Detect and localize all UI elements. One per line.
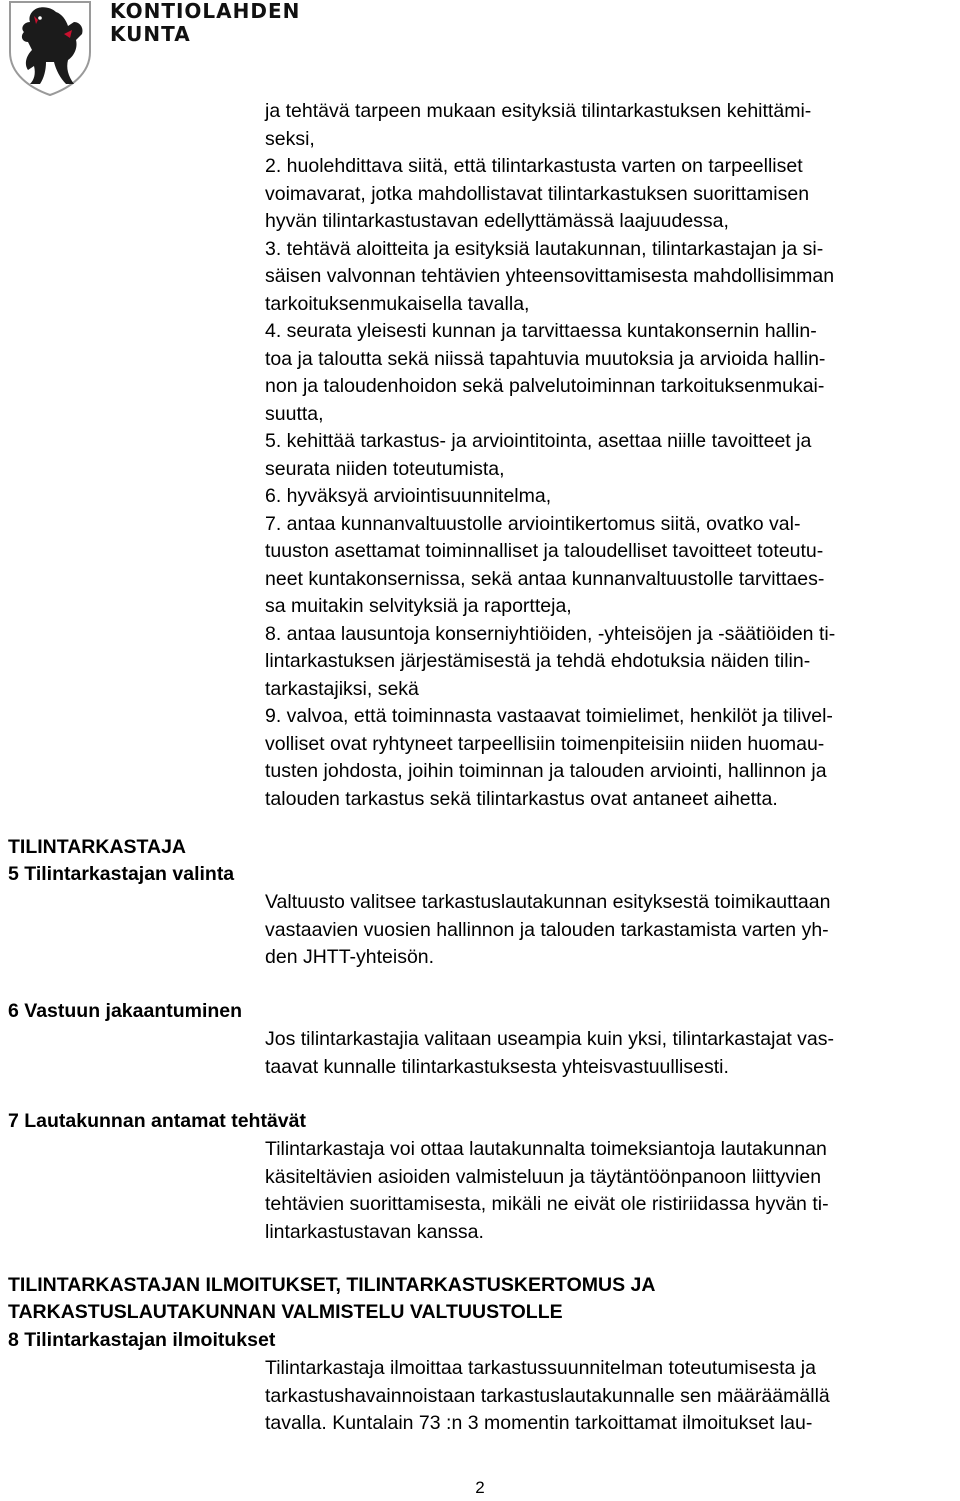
- list-line: 6. hyväksyä arviointisuunnitelma,: [265, 485, 552, 507]
- municipality-logo: [6, 0, 301, 100]
- body-line: tavalla. Kuntalain 73 :n 3 momentin tarkoittamat ilmoitukset lau-: [265, 1412, 813, 1434]
- section-7-heading: 7 Lautakunnan antamat tehtävät: [8, 1110, 306, 1132]
- list-line: säisen valvonnan tehtävien yhteensovittamisesta mahdollisimman: [265, 265, 835, 287]
- list-line: 2. huolehdittava siitä, että tilintarkastusta varten on tarpeelliset: [265, 155, 803, 177]
- list-line: 4. seurata yleisesti kunnan ja tarvittaessa kuntakonsernin hallin-: [265, 320, 817, 342]
- section-8-heading: 8 Tilintarkastajan ilmoitukset: [8, 1329, 276, 1351]
- list-line: tarkoituksenmukaisella tavalla,: [265, 292, 530, 315]
- logo-line-2: KUNTA: [110, 22, 191, 46]
- list-line: 7. antaa kunnanvaltuustolle arviointikertomus siitä, ovatko val-: [265, 512, 801, 535]
- list-line: suutta,: [265, 402, 324, 425]
- list-line: non ja taloudenhoidon sekä palvelutoiminnan tarkoituksenmukai-: [265, 375, 825, 397]
- coat-of-arms-icon: [6, 0, 94, 96]
- body-line: den JHTT-yhteisön.: [265, 946, 435, 968]
- list-line: ja tehtävä tarpeen mukaan esityksiä tilintarkastuksen kehittämi-: [265, 100, 812, 122]
- body-line: Valtuusto valitsee tarkastuslautakunnan esityksestä toimikauttaan: [265, 891, 831, 913]
- section-8-body: [265, 1355, 955, 1438]
- list-line: neet kuntakonsernissa, sekä antaa kunnanvaltuustolle tarvittaes-: [265, 567, 825, 590]
- list-line: hyvän tilintarkastustavan edellyttämässä laajuudessa,: [265, 210, 729, 232]
- body-line: lintarkastustavan kanssa.: [265, 1220, 484, 1243]
- body-line: tarkastushavainnoistaan tarkastuslautakunnalle sen määräämällä: [265, 1384, 830, 1407]
- list-line: sa muitakin selvityksiä ja raportteja,: [265, 595, 572, 617]
- page-number: 2: [475, 1478, 485, 1497]
- list-line: volliset ovat ryhtyneet tarpeellisiin toimenpiteisiin niiden huomau-: [265, 732, 825, 755]
- list-line: 9. valvoa, että toiminnasta vastaavat toimielimet, henkilöt ja tilivel-: [265, 705, 833, 727]
- body-line: vastaavien vuosien hallinnon ja talouden tarkastamista varten yh-: [265, 918, 829, 941]
- body-line: Tilintarkastaja voi ottaa lautakunnalta toimeksiantoja lautakunnan: [265, 1138, 827, 1160]
- list-line: seurata niiden toteutumista,: [265, 457, 505, 480]
- list-line: tarkastajiksi, sekä: [265, 677, 419, 700]
- body-line: Tilintarkastaja ilmoittaa tarkastussuunnitelman toteutumisesta ja: [265, 1357, 816, 1379]
- logo-line-1: KONTIOLAHDEN: [110, 0, 301, 23]
- list-line: 5. kehittää tarkastus- ja arviointitointa, asettaa niille tavoitteet ja: [265, 430, 812, 452]
- list-line: 8. antaa lausuntoja konserniyhtiöiden, -yhteisöjen ja -säätiöiden ti-: [265, 622, 836, 645]
- task-list-continuation: [265, 98, 955, 813]
- list-line: talouden tarkastus sekä tilintarkastus ovat antaneet aihetta.: [265, 787, 778, 810]
- section-6-body: [265, 1026, 955, 1081]
- body-line: Jos tilintarkastajia valitaan useampia kuin yksi, tilintarkastajat vas-: [265, 1028, 834, 1050]
- list-line: tusten johdosta, joihin toiminnan ja talouden arviointi, hallinnon ja: [265, 760, 827, 782]
- list-line: seksi,: [265, 127, 315, 150]
- list-line: tuuston asettamat toiminnalliset ja taloudelliset tavoitteet toteutu-: [265, 540, 824, 562]
- body-line: tehtävien suorittamisesta, mikäli ne eivät ole ristiriidassa hyvän ti-: [265, 1193, 829, 1215]
- section-5-body: [265, 889, 955, 972]
- list-line: toa ja taloutta sekä niissä tapahtuvia muutoksia ja arvioida hallin-: [265, 347, 826, 370]
- body-line: taavat kunnalle tilintarkastuksesta yhteisvastuullisesti.: [265, 1055, 729, 1078]
- section-7-body: [265, 1136, 955, 1246]
- list-line: 3. tehtävä aloitteita ja esityksiä lautakunnan, tilintarkastajan ja si-: [265, 237, 824, 260]
- list-line: voimavarat, jotka mahdollistavat tilintarkastuksen suorittamisen: [265, 182, 810, 205]
- heading-ilmoitukset-line-2: TARKASTUSLAUTAKUNNAN VALMISTELU VALTUUSTOLLE: [8, 1301, 563, 1323]
- logo-wordmark: [110, 0, 300, 46]
- heading-ilmoitukset-line-1: TILINTARKASTAJAN ILMOITUKSET, TILINTARKASTUSKERTOMUS JA: [8, 1274, 656, 1296]
- heading-tilintarkastaja: TILINTARKASTAJA: [8, 836, 187, 858]
- body-line: käsiteltävien asioiden valmisteluun ja täytäntöönpanoon liittyvien: [265, 1165, 822, 1188]
- section-5-heading: 5 Tilintarkastajan valinta: [8, 863, 235, 885]
- section-6-heading: 6 Vastuun jakaantuminen: [8, 1000, 243, 1022]
- list-line: lintarkastuksen järjestämisestä ja tehdä ehdotuksia näiden tilin-: [265, 650, 811, 672]
